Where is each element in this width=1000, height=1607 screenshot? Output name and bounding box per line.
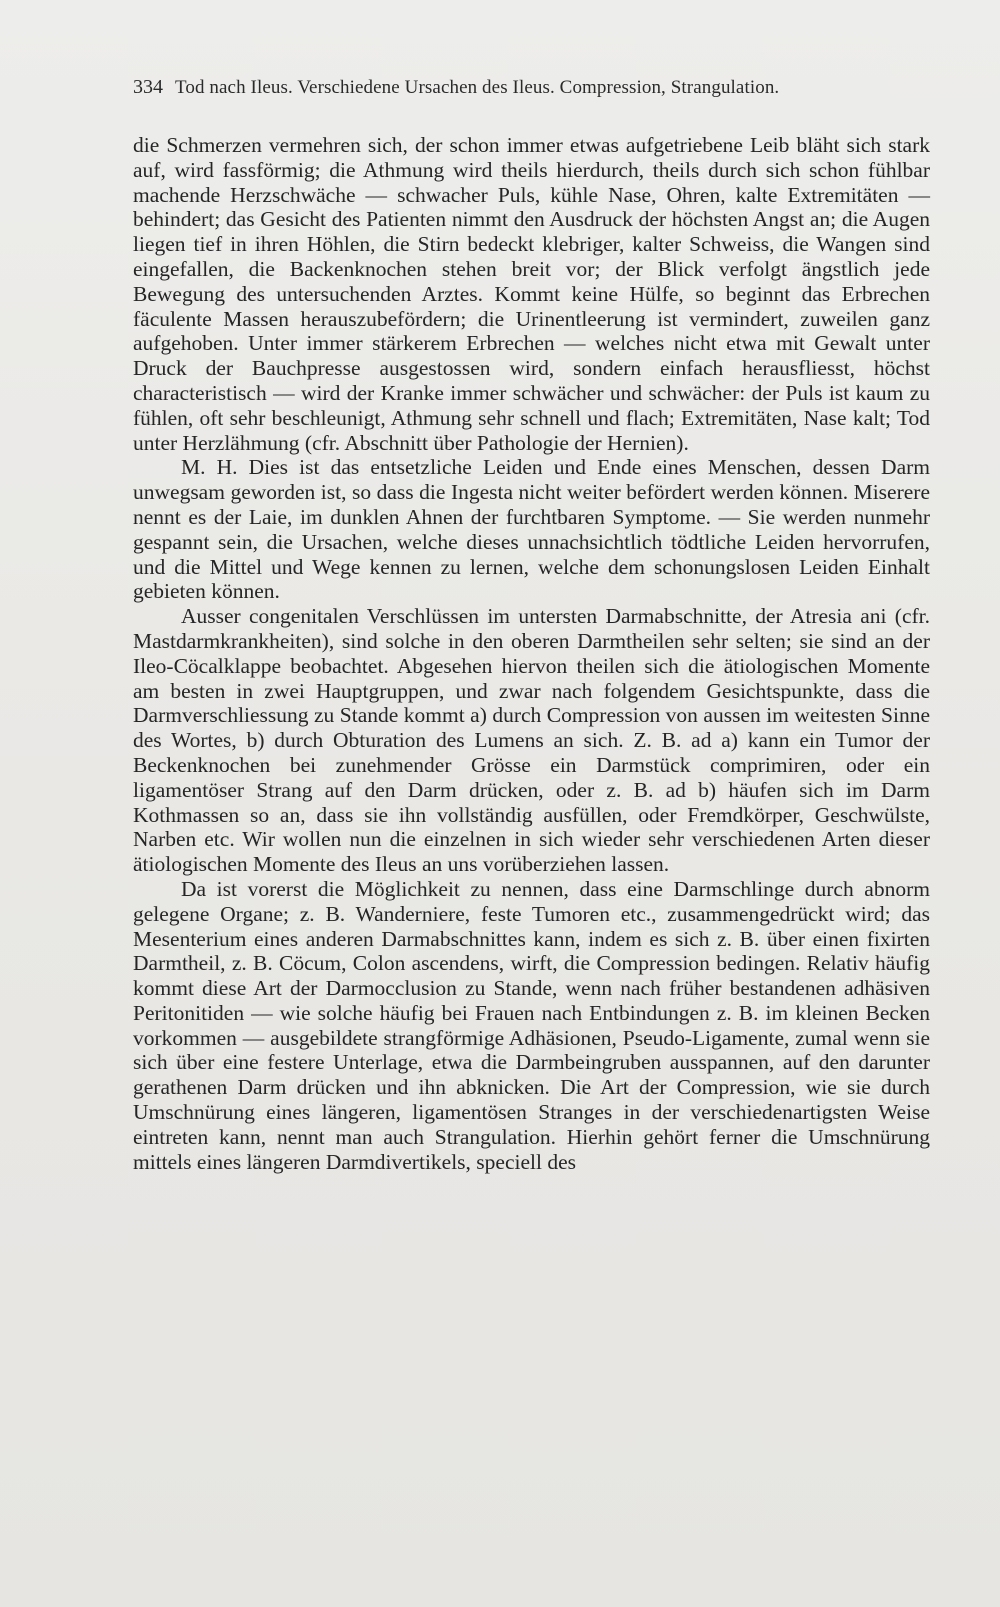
running-head: Tod nach Ileus. Verschiedene Ursachen des Ileus. Compression, Strangulation. <box>175 77 780 98</box>
page-number: 334 <box>133 76 163 98</box>
body-text <box>133 133 930 1174</box>
paragraph-3: Ausser congenitalen Verschlüssen im untersten Darmabschnitte, der Atresia ani (cfr. Mastdarmkrankheiten), sind solche in den oberen Darmtheilen sehr selten; sie sind an der Ileo-Cöcalklappe beobachtet. Abgesehen hiervon theilen sich die ätiologischen Momente am besten in zwei Hauptgruppen, und zwar nach folgendem Gesichtspunkte, dass die Darmverschliessung zu Stande kommt a) durch Compression von aussen im weitesten Sinne des Wortes, b) durch Obturation des Lumens an sich. Z. B. ad a) kann ein Tumor der Beckenknochen bei zunehmender Grösse ein Darmstück comprimiren, oder ein ligamentöser Strang auf den Darm drücken, oder z. B. ad b) häufen sich im Darm Kothmassen so an, dass sie ihn vollständig ausfüllen, oder Fremdkörper, Geschwülste, Narben etc. Wir wollen nun die einzelnen in sich wieder sehr verschiedenen Arten dieser ätiologischen Momente des Ileus an uns vorüberziehen lassen. <box>133 604 930 877</box>
paragraph-1: die Schmerzen vermehren sich, der schon immer etwas aufgetriebene Leib bläht sich stark auf, wird fassförmig; die Athmung wird theils hierdurch, theils durch sich schon fühlbar machende Herzschwäche — schwacher Puls, kühle Nase, Ohren, kalte Extremitäten — behindert; das Gesicht des Patienten nimmt den Ausdruck der höchsten Angst an; die Augen liegen tief in ihren Höhlen, die Stirn bedeckt klebriger, kalter Schweiss, die Wangen sind eingefallen, die Backenknochen stehen breit vor; der Blick verfolgt ängstlich jede Bewegung des untersuchenden Arztes. Kommt keine Hülfe, so beginnt das Erbrechen fäculente Massen herauszubefördern; die Urinentleerung ist vermindert, zuweilen ganz aufgehoben. Unter immer stärkerem Erbrechen — welches nicht etwa mit Gewalt unter Druck der Bauchpresse ausgestossen wird, sondern einfach herausfliesst, höchst characteristisch — wird der Kranke immer schwächer und schwächer: der Puls ist kaum zu fühlen, oft sehr beschleunigt, Athmung sehr schnell und flach; Extremitäten, Nase kalt; Tod unter Herzlähmung (cfr. Abschnitt über Pathologie der Hernien). <box>133 133 930 455</box>
paragraph-2: M. H. Dies ist das entsetzliche Leiden und Ende eines Menschen, dessen Darm unwegsam geworden ist, so dass die Ingesta nicht weiter befördert werden können. Miserere nennt es der Laie, im dunklen Ahnen der furchtbaren Symptome. — Sie werden nunmehr gespannt sein, die Ursachen, welche dieses unnachsichtlich tödtliche Leiden hervorrufen, und die Mittel und Wege kennen zu lernen, welche dem schonungslosen Leiden Einhalt gebieten können. <box>133 455 930 604</box>
paragraph-4: Da ist vorerst die Möglichkeit zu nennen, dass eine Darmschlinge durch abnorm gelegene Organe; z. B. Wanderniere, feste Tumoren etc., zusammengedrückt wird; das Mesenterium eines anderen Darmabschnittes kann, indem es sich z. B. über einen fixirten Darmtheil, z. B. Cöcum, Colon ascendens, wirft, die Compression bedingen. Relativ häufig kommt diese Art der Darmocclusion zu Stande, wenn nach früher bestandenen adhäsiven Peritonitiden — wie solche häufig bei Frauen nach Entbindungen z. B. im kleinen Becken vorkommen — ausgebildete strangförmige Adhäsionen, Pseudo-Ligamente, zumal wenn sie sich über eine festere Unterlage, etwa die Darmbeingruben ausspannen, auf den darunter gerathenen Darm drücken und ihn abknicken. Die Art der Compression, wie sie durch Umschnürung eines längeren, ligamentösen Stranges in der verschiedenartigsten Weise eintreten kann, nennt man auch Strangulation. Hierhin gehört ferner die Umschnürung mittels eines längeren Darmdivertikels, speciell des <box>133 876 930 1174</box>
page-header <box>133 76 933 99</box>
